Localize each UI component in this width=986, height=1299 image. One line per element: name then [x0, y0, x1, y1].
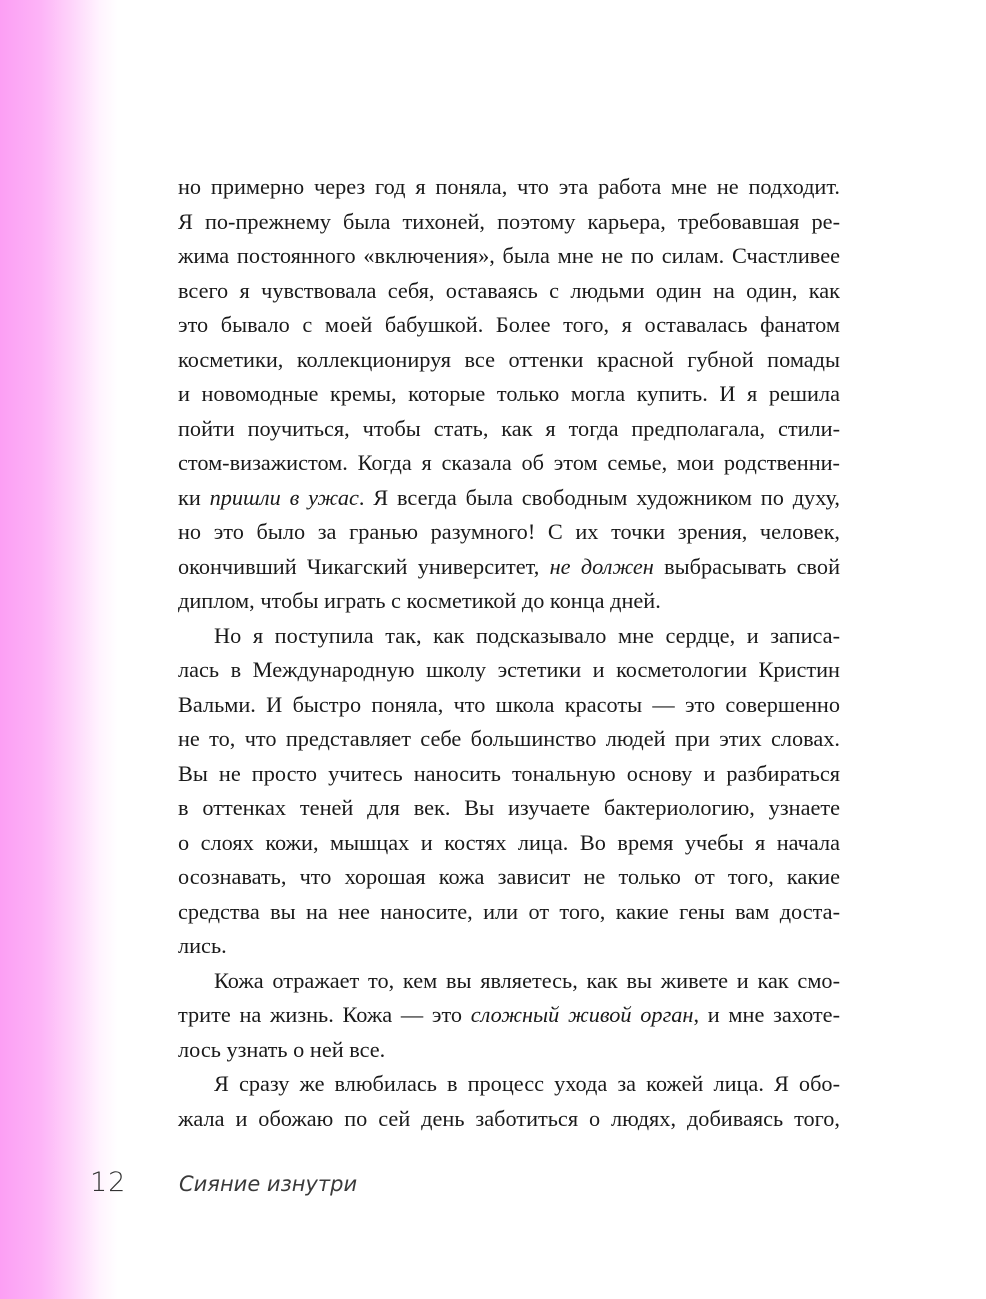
text-line: Я по-прежнему была тихоней, поэтому карьера, требовавшая ре-: [178, 208, 840, 234]
text-line: пойти поучиться, чтобы стать, как я тогда предполагала, стили-: [178, 415, 840, 441]
emphasis: сложный живой орган: [470, 1002, 694, 1027]
text-line: и новомодные кремы, которые только могла купить. И я решила: [178, 381, 840, 406]
text-line: Я сразу же влюбилась в процесс ухода за кожей лица. Я обо-: [214, 1071, 840, 1096]
text-line: Вальми. И быстро поняла, что школа красоты — это совершенно: [178, 691, 840, 717]
text-line: лись.: [178, 933, 227, 958]
emphasis: пришли в ужас: [209, 484, 359, 510]
page-number: 12: [90, 1167, 127, 1198]
text-line: Кожа отражает то, кем вы являетесь, как вы живете и как смо-: [214, 967, 840, 993]
text-segment: окончивший Чикагский университет,: [178, 553, 550, 579]
text-line: Но я поступила так, как подсказывало мне сердце, и записа-: [214, 622, 840, 648]
text-line: о слоях кожи, мышцах и костях лица. Во время учебы я начала: [178, 829, 840, 855]
text-segment: трите на жизнь. Кожа — это: [178, 1002, 471, 1027]
text-line: жала и обожаю по сей день заботиться о людях, добиваясь того,: [178, 1105, 840, 1131]
text-line: жима постоянного «включения», была мне не по силам. Счастливее: [178, 243, 840, 268]
text-line: [178, 998, 840, 1033]
text-line: всего я чувствовала себя, оставаясь с людьми один на один, как: [178, 277, 840, 303]
text-line: осознавать, что хорошая кожа зависит не только от того, какие: [178, 864, 840, 889]
text-segment: , и мне захоте-: [693, 1002, 840, 1027]
body-text: [178, 170, 840, 1136]
text-line: [178, 550, 840, 585]
text-segment: . Я всегда была свободным художником по духу,: [358, 484, 840, 510]
text-line: в оттенках теней для век. Вы изучаете бактериологию, узнаете: [178, 795, 840, 820]
text-line: диплом, чтобы играть с косметикой до конца дней.: [178, 588, 661, 613]
text-line: [178, 481, 840, 516]
text-line: но примерно через год я поняла, что эта работа мне не подходит.: [178, 174, 840, 199]
text-line: Вы не просто учитесь наносить тональную основу и разбираться: [178, 760, 840, 786]
text-line: стом-визажистом. Когда я сказала об этом семье, мои родственни-: [178, 450, 840, 475]
text-line: не то, что представляет себе большинство людей при этих словах.: [178, 726, 840, 751]
emphasis: не должен: [549, 553, 654, 579]
text-segment: ки: [178, 484, 210, 510]
text-line: косметики, коллекционируя все оттенки красной губной помады: [178, 346, 840, 372]
running-title: Сияние изнутри: [179, 1172, 358, 1196]
text-line: лась в Международную школу эстетики и косметологии Кристин: [178, 657, 840, 682]
text-line: средства вы на нее наносите, или от того, какие гены вам доста-: [178, 898, 840, 924]
text-line: лось узнать о ней все.: [178, 1036, 386, 1062]
text-line: но это было за гранью разумного! С их точки зрения, человек,: [178, 519, 840, 544]
text-segment: выбрасывать свой: [653, 553, 841, 579]
text-line: это бывало с моей бабушкой. Более того, я оставалась фанатом: [178, 312, 840, 337]
